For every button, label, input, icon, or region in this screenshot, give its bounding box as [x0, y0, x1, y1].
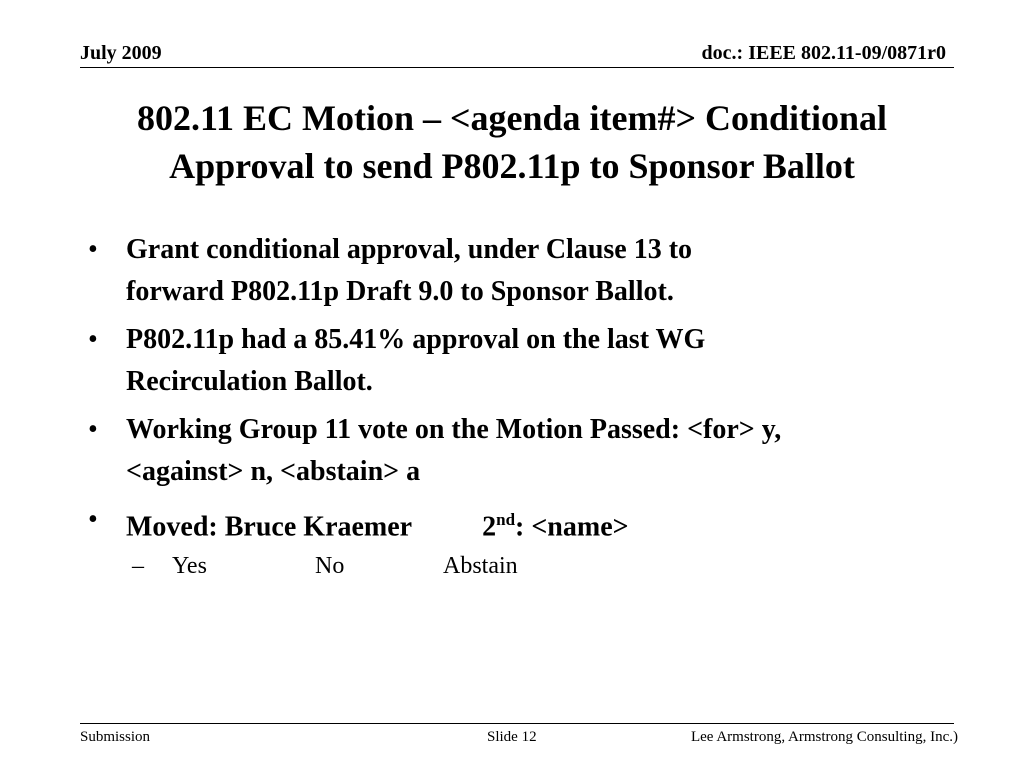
bullet-item-moved — [82, 499, 962, 548]
header-date: July 2009 — [80, 42, 162, 64]
footer-submission: Submission — [80, 729, 151, 745]
vote-option-no: No — [315, 553, 345, 580]
slide-title — [60, 94, 964, 190]
bullet-item — [82, 229, 962, 313]
slide-title-line-2: Approval to send P802.11p to Sponsor Ballot — [169, 146, 855, 186]
bullet-list — [82, 229, 962, 582]
bullet-item — [82, 409, 962, 493]
bullet-text-line: forward P802.11p Draft 9.0 to Sponsor Ballot. — [126, 276, 674, 307]
header-divider — [80, 67, 954, 68]
second-superscript: nd — [496, 510, 516, 529]
header-doc-id: doc.: IEEE 802.11-09/0871r0 — [701, 42, 946, 64]
bullet-text-line: Grant conditional approval, under Clause 13 to — [126, 234, 693, 265]
bullet-icon: • — [88, 504, 98, 535]
bullet-icon: • — [88, 414, 98, 445]
footer-author: Lee Armstrong, Armstrong Consulting, Inc.) — [690, 729, 958, 745]
second-base: 2 — [482, 511, 497, 543]
bullet-text-line: <against> n, <abstain> a — [126, 456, 421, 487]
second-name: : <name> — [515, 511, 629, 543]
moved-by-text: Moved: Bruce Kraemer — [126, 511, 413, 543]
footer-divider — [80, 723, 954, 724]
footer-slide-number: Slide 12 — [487, 729, 537, 745]
vote-options-row — [132, 550, 962, 582]
dash-bullet-icon: – — [132, 553, 144, 580]
bullet-text-line: P802.11p had a 85.41% approval on the last WG — [126, 324, 706, 355]
vote-option-abstain: Abstain — [443, 553, 518, 580]
bullet-text-line: Working Group 11 vote on the Motion Passed: <for> y, — [126, 414, 782, 445]
bullet-text-line: Recirculation Ballot. — [126, 366, 373, 397]
bullet-icon: • — [88, 234, 98, 265]
bullet-item — [82, 319, 962, 403]
vote-option-yes: Yes — [172, 553, 207, 580]
slide-title-line-1: 802.11 EC Motion – <agenda item#> Conditional — [136, 98, 888, 138]
bullet-icon: • — [88, 324, 98, 355]
